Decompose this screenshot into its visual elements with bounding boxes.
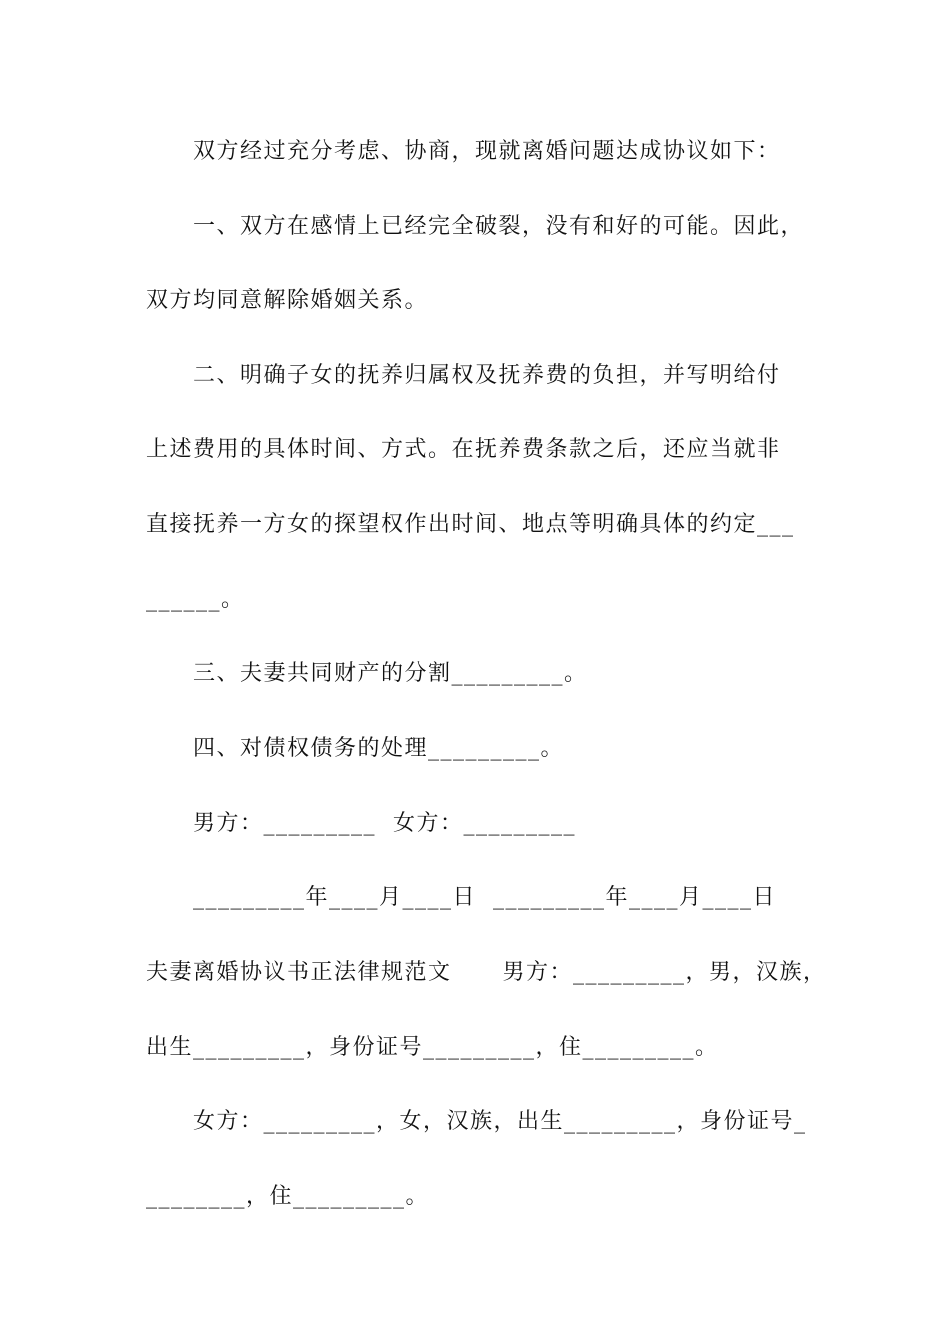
paragraph-intro: 双方经过充分考虑、协商，现就离婚问题达成协议如下： [193,139,781,164]
paragraph-item-4: 四、对债权债务的处理_________。 [193,736,565,761]
paragraph-item-2-cont: 上述费用的具体时间、方式。在抚养费条款之后，还应当就非 [146,437,781,462]
paragraph-wife-info-cont: ________，住_________。 [146,1184,430,1209]
paragraph-wife-info: 女方：_________，女，汉族，出生_________，身份证号_ [193,1109,807,1134]
paragraph-item-1: 一、双方在感情上已经完全破裂，没有和好的可能。因此， [193,214,805,239]
paragraph-item-2-cont: ______。 [146,587,245,612]
date-line: _________年____月____日 _________年____月____日 [193,885,776,910]
paragraph-husband-info: 出生_________，身份证号_________，住_________。 [146,1035,719,1060]
paragraph-item-1-cont: 双方均同意解除婚姻关系。 [146,288,429,313]
paragraph-item-2: 二、明确子女的抚养归属权及抚养费的负担，并写明给付 [193,363,781,388]
paragraph-item-2-cont: 直接抚养一方女的探望权作出时间、地点等明确具体的约定___ [146,512,795,537]
signature-line: 男方：_________ 女方：_________ [193,811,576,836]
paragraph-item-3: 三、夫妻共同财产的分割_________。 [193,661,588,686]
section-title-line: 夫妻离婚协议书正法律规范文 男方：_________，男，汉族， [146,960,827,985]
